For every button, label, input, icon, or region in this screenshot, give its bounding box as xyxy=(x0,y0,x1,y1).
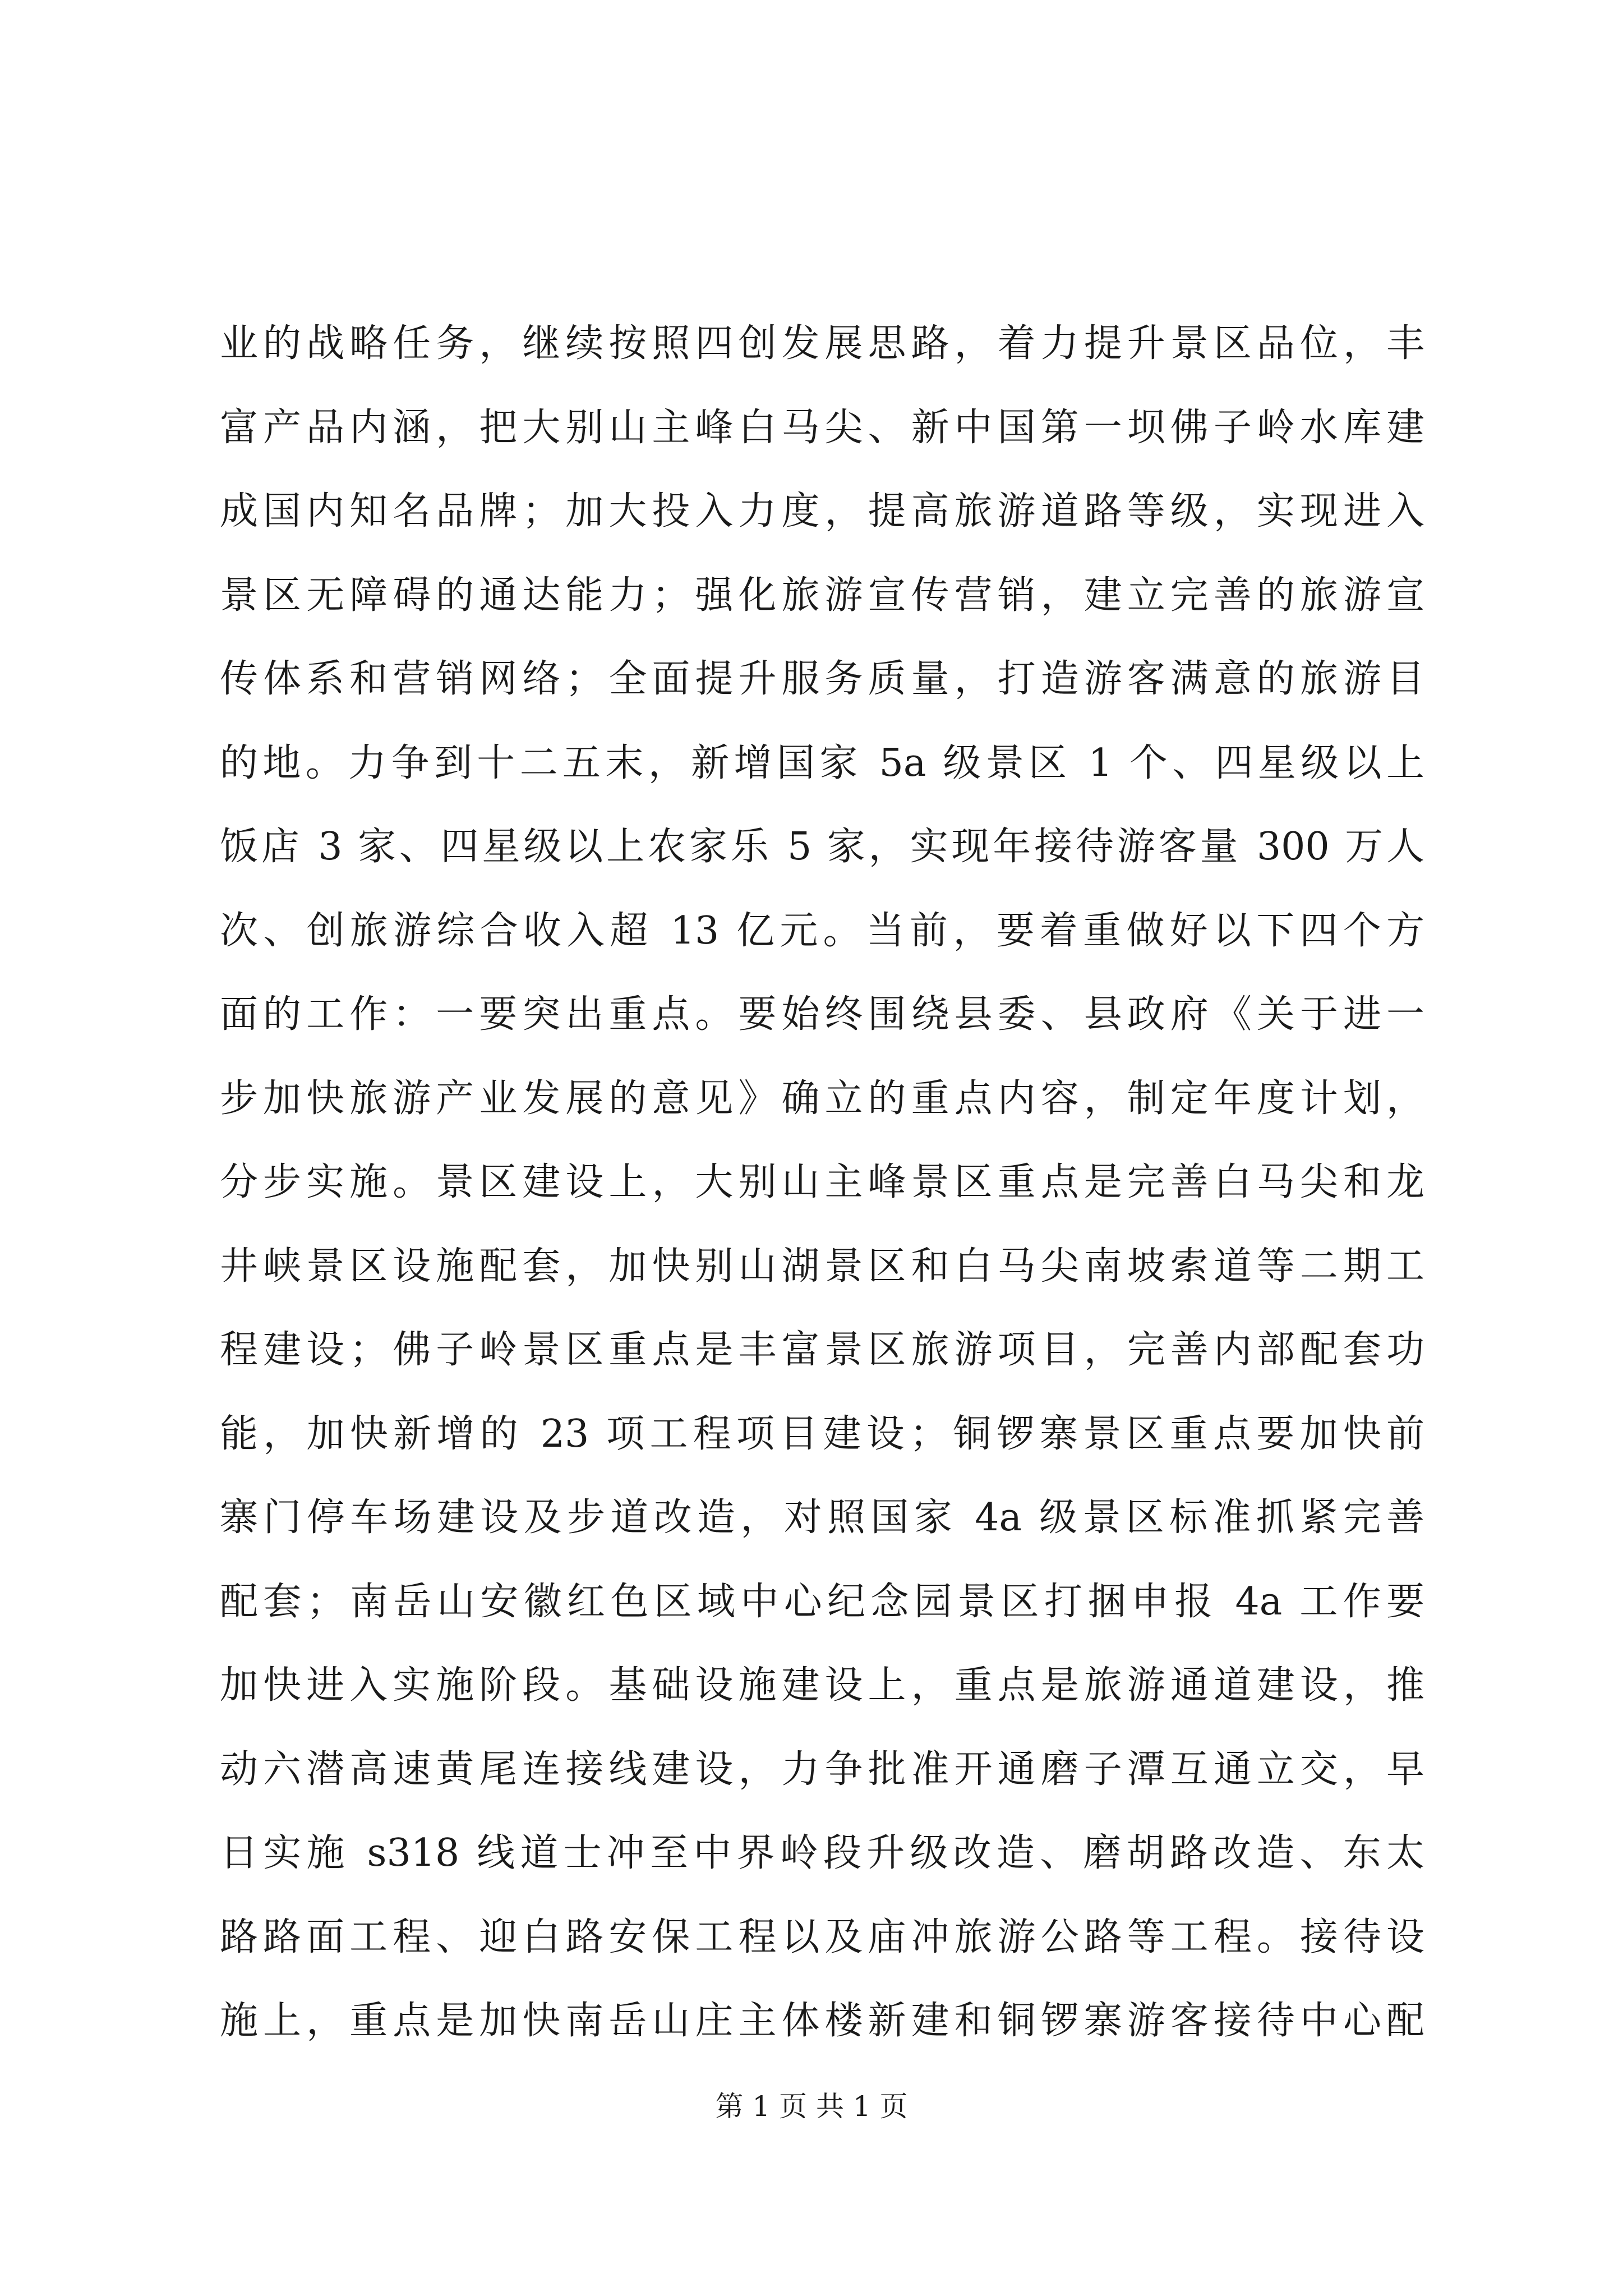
text-line: 日实施 s318 线道士冲至中界岭段升级改造、磨胡路改造、东太 xyxy=(220,1831,1424,1875)
text-line: 传体系和营销网络；全面提升服务质量，打造游客满意的旅游目 xyxy=(220,657,1424,701)
text-line: 动六潜高速黄尾连接线建设，力争批准开通磨子潭互通立交，早 xyxy=(220,1747,1424,1792)
text-line: 程建设；佛子岭景区重点是丰富景区旅游项目，完善内部配套功 xyxy=(220,1328,1424,1372)
text-line: 业的战略任务，继续按照四创发展思路，着力提升景区品位，丰 xyxy=(220,321,1424,366)
text-line: 寨门停车场建设及步道改造，对照国家 4a 级景区标准抓紧完善 xyxy=(220,1496,1424,1540)
body-text xyxy=(220,302,1424,2063)
text-line: 能，加快新增的 23 项工程项目建设；铜锣寨景区重点要加快前 xyxy=(220,1411,1424,1456)
text-line: 配套；南岳山安徽红色区域中心纪念园景区打捆申报 4a 工作要 xyxy=(220,1579,1424,1624)
text-line: 路路面工程、迎白路安保工程以及庙冲旅游公路等工程。接待设 xyxy=(220,1915,1424,1959)
text-line: 施上，重点是加快南岳山庄主体楼新建和铜锣寨游客接待中心配 xyxy=(220,1999,1424,2043)
text-line: 分步实施。景区建设上，大别山主峰景区重点是完善白马尖和龙 xyxy=(220,1160,1424,1204)
text-line: 的地。力争到十二五末，新增国家 5a 级景区 1 个、四星级以上 xyxy=(220,740,1424,785)
text-line: 成国内知名品牌；加大投入力度，提高旅游道路等级，实现进入 xyxy=(220,489,1424,533)
text-line: 景区无障碍的通达能力；强化旅游宣传营销，建立完善的旅游宣 xyxy=(220,573,1424,618)
text-line: 步加快旅游产业发展的意见》确立的重点内容，制定年度计划， xyxy=(220,1076,1424,1121)
text-line: 富产品内涵，把大别山主峰白马尖、新中国第一坝佛子岭水库建 xyxy=(220,405,1424,450)
text-line: 井峡景区设施配套，加快别山湖景区和白马尖南坡索道等二期工 xyxy=(220,1244,1424,1289)
text-line: 面的工作：一要突出重点。要始终围绕县委、县政府《关于进一 xyxy=(220,992,1424,1037)
text-line: 饭店 3 家、四星级以上农家乐 5 家，实现年接待游客量 300 万人 xyxy=(220,825,1424,869)
text-line: 加快进入实施阶段。基础设施建设上，重点是旅游通道建设，推 xyxy=(220,1663,1424,1708)
page-number-footer: 第 1 页 共 1 页 xyxy=(715,2090,908,2123)
text-line: 次、创旅游综合收入超 13 亿元。当前，要着重做好以下四个方 xyxy=(220,908,1424,953)
